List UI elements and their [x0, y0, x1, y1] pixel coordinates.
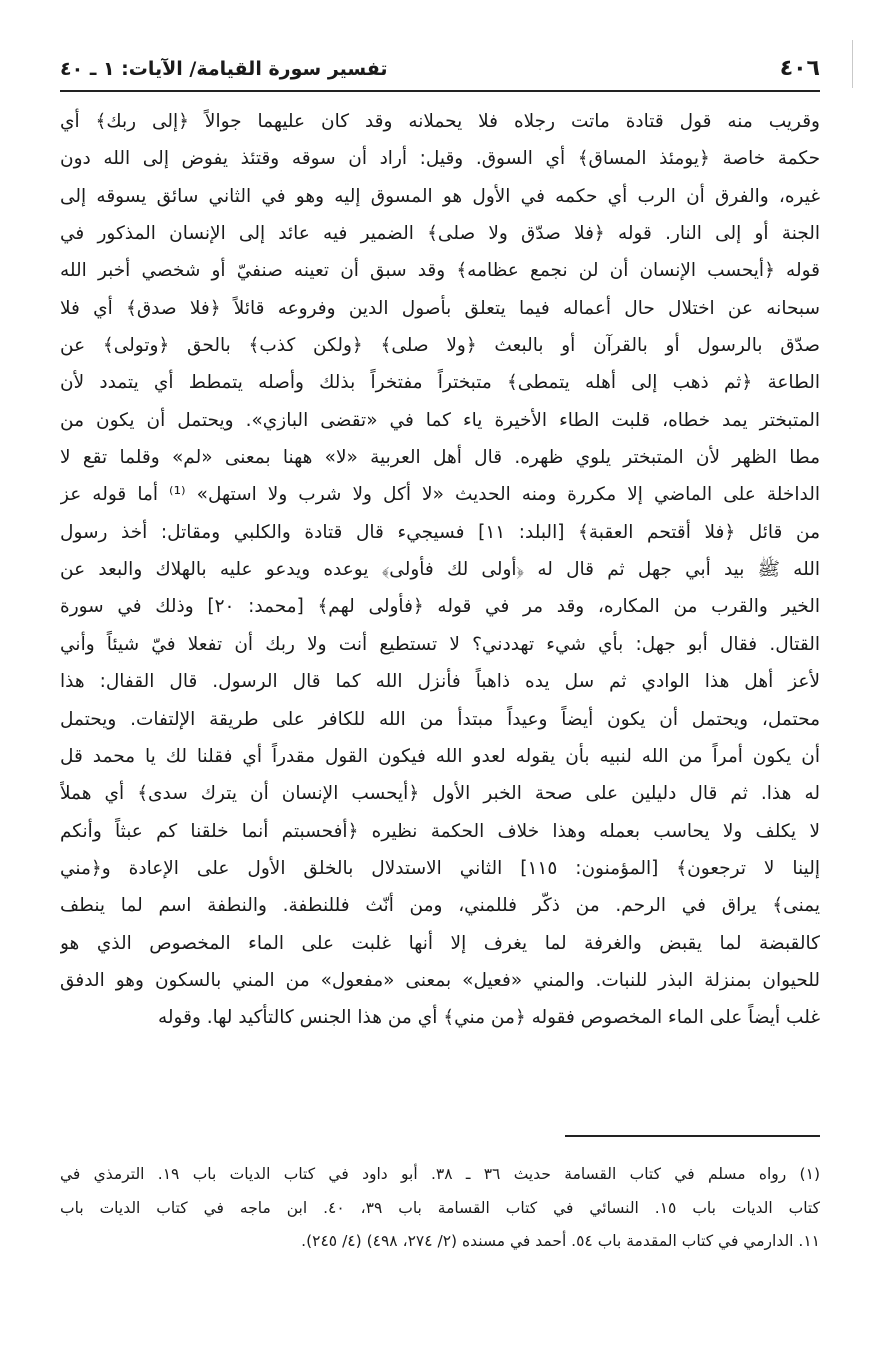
body-text	[60, 103, 820, 1037]
header-rule	[60, 90, 820, 92]
text-line: الله ﷺ بيد أبي جهل ثم قال له ﴿أولى لك فأولى﴾ يوعده ويدعو عليه بالهلاك والبعد عن	[60, 559, 820, 581]
page-number: ٤٠٦	[779, 56, 820, 81]
text-line: غلب أيضاً على الماء المخصوص فقوله ﴿من مني﴾ أي من هذا الجنس كالتأكيد لها. وقوله	[157, 1007, 820, 1029]
text-line: مطا الظهر لأن المتبختر يلوي ظهره. قال أهل العربية «لا» ههنا بمعنى «لم» وقلما تقع لا	[60, 447, 820, 469]
text-line: كالقبضة لما يقبض والغرفة لما يغرف إلا أنها غلبت على الماء المخصوص الذي هو	[60, 932, 820, 954]
text-line: إلينا لا ترجعون﴾ [المؤمنون: ١١٥] الثاني الاستدلال بالخلق الأول على الإعادة و﴿مني	[60, 857, 820, 879]
text-line: المتبختر يمد خطاه، قلبت الطاء الأخيرة ياء كما في «تقضى البازي». ويحتمل أن يكون من	[60, 409, 820, 431]
text-line: له هذا. ثم قال دليلين على صحة الخبر الأول ﴿أيحسب الإنسان أن يترك سدى﴾ أي هملاً	[60, 783, 820, 805]
text-line: من قائل ﴿فلا أقتحم العقبة﴾ [البلد: ١١] فسيجيء قال قتادة والكلبي ومقاتل: أخذ رسول	[60, 521, 820, 543]
footnote-rule	[565, 1135, 820, 1137]
footnote-line: (١) رواه مسلم في كتاب القسامة حديث ٣٦ ـ ٣٨. أبو داود في كتاب الديات باب ١٩. الترمذي في	[60, 1165, 820, 1183]
text-line: لا يكلف ولا يحاسب بعمله وهذا خلاف الحكمة نظيره ﴿أفحسبتم أنما خلقنا كم عبثاً وأنكم	[60, 820, 820, 842]
text-line: الداخلة على الماضي إلا مكررة ومنه الحديث «لا أكل ولا شرب ولا استهل» ⁽¹⁾ أما قوله عز	[60, 484, 820, 506]
text-line: سبحانه عن اختلال حال أعماله فيما يتعلق بأصول الدين وفروعه قائلاً ﴿فلا صدق﴾ أي فلا	[60, 297, 820, 319]
text-line: الطاعة ﴿ثم ذهب إلى أهله يتمطى﴾ متبختراً مفتخراً بذلك وأصله يتمطط أي يتمدد لأن	[60, 372, 820, 394]
running-title: تفسير سورة القيامة/ الآيات: ١ ـ ٤٠	[60, 58, 388, 80]
text-line: الجنة أو إلى النار. قوله ﴿فلا صدّق ولا صلى﴾ الضمير فيه عائد إلى الإنسان المذكور في	[60, 223, 820, 245]
text-line: صدّق بالرسول أو بالقرآن أو بالبعث ﴿ولا صلى﴾ ﴿ولكن كذب﴾ بالحق ﴿وتولى﴾ عن	[60, 335, 820, 357]
text-line: لأعز أهل هذا الوادي ثم سل يده ذاهباً فأنزل الله كما قال الرسول. قال القفال: هذا	[60, 671, 820, 693]
text-line: غيره، والفرق أن الرب أي حكمه في الأول هو المسوق إليه وهو في الثاني سائق يسوقه إلى	[60, 185, 820, 207]
running-header	[60, 52, 820, 88]
text-line: محتمل، ويحتمل أن يكون أيضاً وعيداً مبتدأ من الله للكافر على طريقة الإلتفات. ويحتمل	[60, 708, 820, 730]
text-line: القتال. فقال أبو جهل: بأي شيء تهددني؟ لا تستطيع أنت ولا ربك أن تفعلا فيّ شيئاً وأني	[60, 633, 820, 655]
text-line: يمنى﴾ يراق في الرحم. من ذكّر فللمني، ومن أنّث فللنطفة. والنطفة اسم لما ينطف	[60, 895, 820, 917]
text-line: وقريب منه قول قتادة ماتت رجلاه فلا يحملانه وقد كان عليهما جوالاً ﴿إلى ربك﴾ أي	[60, 111, 820, 132]
footnote-line: ١١. الدارمي في كتاب المقدمة باب ٥٤. أحمد في مسنده (٢/ ٢٧٤، ٤٩٨) (٤/ ٢٤٥).	[301, 1232, 820, 1250]
text-line: قوله ﴿أيحسب الإنسان أن لن نجمع عظامه﴾ وقد سبق أن تعينه صنفيّ أو شخصي أخبر الله	[60, 260, 820, 282]
text-line: للحيوان بمنزلة البذر للنبات. والمني «فعيل» بمعنى «مفعول» من المني بالسكون وهو الدفق	[60, 969, 820, 991]
binding-margin-mark	[852, 40, 853, 88]
text-line: حكمة خاصة ﴿يومئذ المساق﴾ أي السوق. وقيل: أراد أن سوقه وقتئذ يفوض إلى الله دون	[60, 148, 820, 170]
text-line: أن يكون أمراً من الله لنبيه بأن يقوله لعدو الله فيكون القول مقدراً أي فقلنا لك يا محمد قل	[60, 745, 820, 767]
footnotes	[60, 1158, 820, 1259]
footnote-line: كتاب الديات باب ١٥. النسائي في كتاب القسامة باب ٣٩، ٤٠. ابن ماجه في كتاب الديات باب	[60, 1198, 820, 1217]
text-line: الخير والقرب من المكاره، وقد مر في قوله ﴿فأولى لهم﴾ [محمد: ٢٠] وذلك في سورة	[60, 596, 820, 618]
